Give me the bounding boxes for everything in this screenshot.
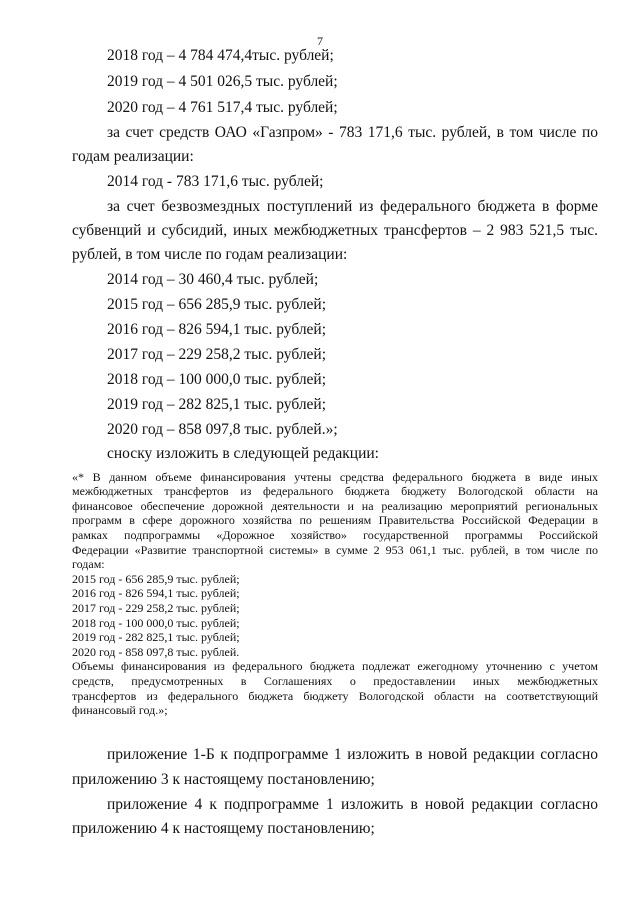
footnote-2020-line: 2020 год - 858 097,8 тыс. рублей. xyxy=(72,645,240,659)
page-number: 7 xyxy=(317,34,323,48)
funding-2019-line: 2019 год – 4 501 026,5 тыс. рублей; xyxy=(107,73,338,90)
appendix-4-line-cont: приложению 4 к настоящему постановлению; xyxy=(72,820,375,837)
federal-2018-line: 2018 год – 100 000,0 тыс. рублей; xyxy=(107,371,327,388)
federal-funding-line-2: субвенций и субсидий, иных межбюджетных трансфертов – 2 983 521,5 тыс. xyxy=(72,222,598,239)
federal-funding-line-3: рублей, в том числе по годам реализации: xyxy=(72,246,348,263)
footnote-instruction-line: сноску изложить в следующей редакции: xyxy=(107,445,379,462)
federal-2017-line: 2017 год – 229 258,2 тыс. рублей; xyxy=(107,346,327,363)
footnote-note-line-1: Объемы финансирования из федерального бюджета подлежат ежегодному уточнению с учетом xyxy=(72,659,598,673)
footnote-line-7: годам: xyxy=(72,557,105,571)
appendix-1b-line: приложение 1-Б к подпрограмме 1 изложить в новой редакции согласно xyxy=(107,746,598,763)
federal-2016-line: 2016 год – 826 594,1 тыс. рублей; xyxy=(107,321,327,338)
footnote-line-5: рамках подпрограммы «Дорожное хозяйство» государственной программы Российской xyxy=(72,528,598,542)
footnote-line-2: межбюджетных трансфертов из федерального бюджета бюджету Вологодской области на xyxy=(72,484,598,498)
gazprom-2014-line: 2014 год - 783 171,6 тыс. рублей; xyxy=(107,173,324,190)
footnote-2015-line: 2015 год - 656 285,9 тыс. рублей; xyxy=(72,572,240,586)
footnote-line-3: финансовое обеспечение дорожной деятельности и на реализацию мероприятий региональных xyxy=(72,499,598,513)
funding-2018-line: 2018 год – 4 784 474,4тыс. рублей; xyxy=(107,47,334,64)
footnote-2018-line: 2018 год - 100 000,0 тыс. рублей; xyxy=(72,616,240,630)
federal-2014-line: 2014 год – 30 460,4 тыс. рублей; xyxy=(107,271,319,288)
footnote-line-4: программ в сфере дорожного хозяйства по решениям Правительства Российской Федерации в xyxy=(72,513,598,527)
funding-2020-line: 2020 год – 4 761 517,4 тыс. рублей; xyxy=(107,99,338,116)
gazprom-funding-line-cont: годам реализации: xyxy=(72,148,194,165)
federal-2015-line: 2015 год – 656 285,9 тыс. рублей; xyxy=(107,296,327,313)
footnote-note-line-2: средств, предусмотренных в Соглашениях о предоставлении иных межбюджетных xyxy=(72,674,598,688)
federal-2020-line: 2020 год – 858 097,8 тыс. рублей.»; xyxy=(107,421,338,438)
footnote-2016-line: 2016 год - 826 594,1 тыс. рублей; xyxy=(72,586,240,600)
federal-funding-line: за счет безвозмездных поступлений из федерального бюджета в форме xyxy=(107,198,598,215)
footnote-note-line-3: трансфертов из федерального бюджета бюджету Вологодской области на соответствующий xyxy=(72,689,598,703)
federal-2019-line: 2019 год – 282 825,1 тыс. рублей; xyxy=(107,396,327,413)
footnote-2019-line: 2019 год - 282 825,1 тыс. рублей; xyxy=(72,630,240,644)
appendix-1b-line-cont: приложению 3 к настоящему постановлению; xyxy=(72,771,375,788)
footnote-line-6: Федерации «Развитие транспортной системы» в сумме 2 953 061,1 тыс. рублей, в том числе по xyxy=(72,543,598,557)
footnote-2017-line: 2017 год - 229 258,2 тыс. рублей; xyxy=(72,601,240,615)
footnote-line-1: «* В данном объеме финансирования учтены средства федерального бюджета в виде иных xyxy=(72,470,598,484)
footnote-note-line-4: финансовый год.»; xyxy=(72,703,168,717)
gazprom-funding-line: за счет средств ОАО «Газпром» - 783 171,6 тыс. рублей, в том числе по xyxy=(107,124,598,141)
appendix-4-line: приложение 4 к подпрограмме 1 изложить в новой редакции согласно xyxy=(107,796,598,813)
